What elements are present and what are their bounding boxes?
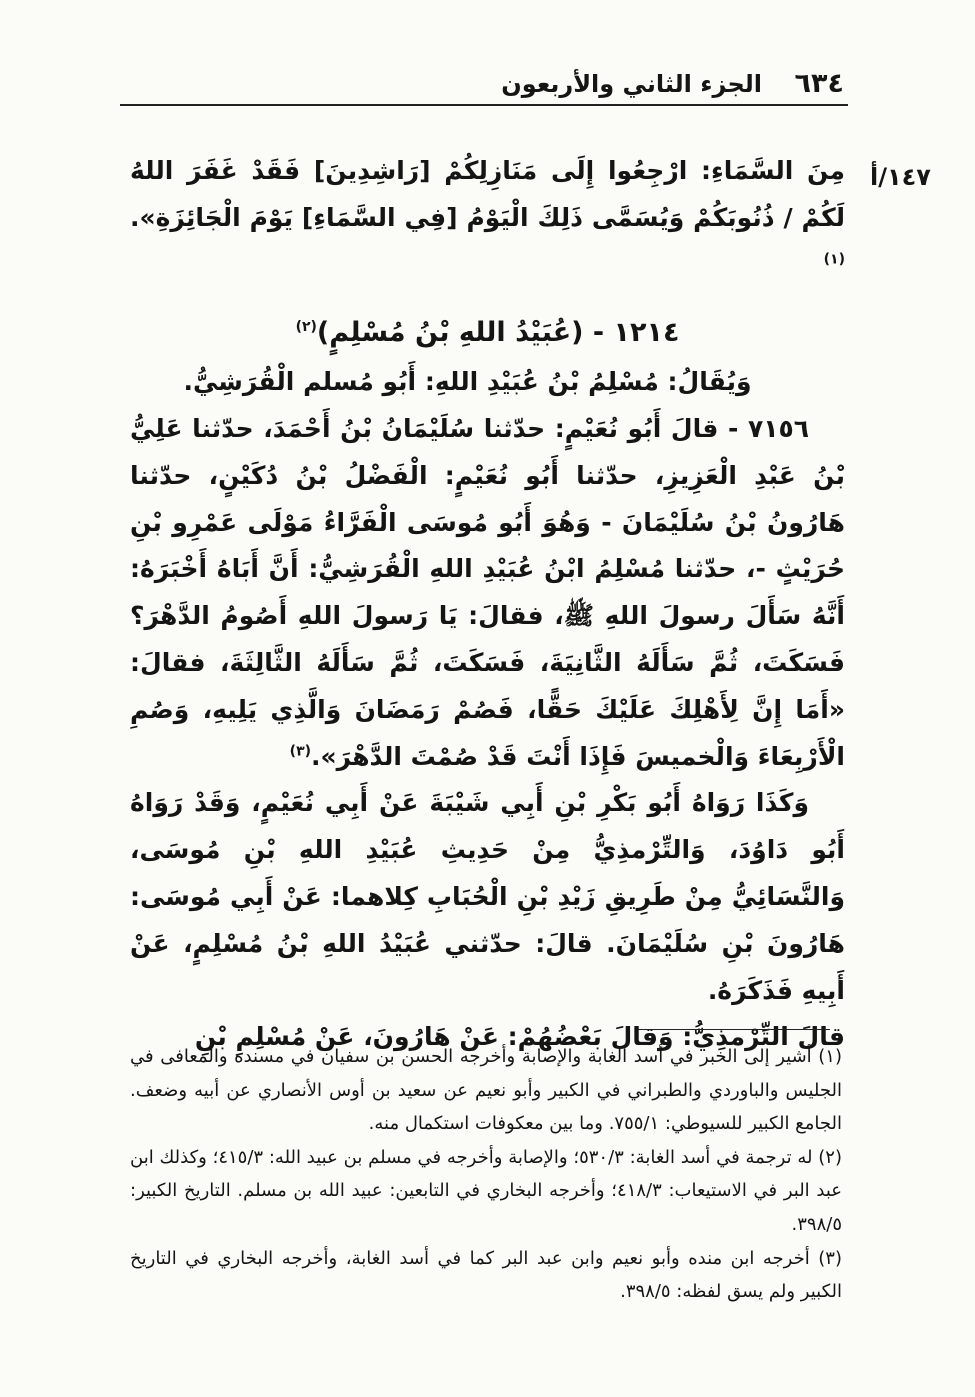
footnote-marker-3: (٣) (289, 743, 312, 760)
footnote-1: (١) أشير إلى الخبر في أسد الغابة والإصابة وأخرجه الحسن بن سفيان في مسنده والمعافى في الجليس والباوردي والطبراني في الكبير وأبو نعيم عن سعيد بن أوس الأنصاري عن أبيه وضعف. الجامع الكبير للسيوطي: ٧٥٥/١. وما بين معكوفات استكمال منه. (130, 1046, 842, 1135)
page-number: ٦٣٤ (794, 68, 844, 99)
footnote-2: (٢) له ترجمة في أسد الغابة: ٥٣٠/٣؛ والإصابة وأخرجه في مسلم بن عبيد الله: ٤١٥/٣؛ وكذلك ابن عبد البر في الاستيعاب: ٤١٨/٣؛ وأخرجه البخاري في التابعين: عبيد الله بن مسلم. التاريخ الكبير: ٣٩٨/٥. (130, 1146, 842, 1235)
footnote-marker-1: (١) (823, 251, 845, 268)
footnote-marker-2: (٢) (295, 319, 317, 336)
paragraph-1-text: مِنَ السَّمَاءِ: ارْجِعُوا إِلَى مَنَازِلِكُمْ [رَاشِدِينَ] فَقَدْ غَفَرَ اللهُ لَكُمْ / ذُنُوبَكُمْ وَيُسَمَّى ذَلِكَ الْيَوْمُ [فِي السَّمَاءِ] يَوْمَ الْجَائِزَةِ». (130, 156, 845, 232)
footnote-3: (٣) أخرجه ابن منده وأبو نعيم وابن عبد البر كما في أسد الغابة، وأخرجه البخاري في التاريخ الكبير ولم يسق لفظه: ٣٩٨/٥. (130, 1247, 842, 1303)
paragraph-4: قالَ التِّرْمذِيُّ: وَقالَ بَعْضُهُمْ: عَنْ هَارُونَ، عَنْ مُسْلِمِ بْنِ (194, 1022, 845, 1052)
hadith-text: ٧١٥٦ - قالَ أَبُو نُعَيْمٍ: حدّثنا سُلَيْمَانُ بْنُ أَحْمَدَ، حدّثنا عَلِيُّ بْنُ عَبْدِ الْعَزِيزِ، حدّثنا أَبُو نُعَيْمٍ: الْفَضْلُ بْنُ دُكَيْنٍ، حدّثنا هَارُونُ بْنُ سُلَيْمَانَ - وَهُوَ أَبُو مُوسَى الْفَرَّاءُ مَوْلَى عَمْرِو بْنِ حُرَيْثٍ -، حدّثنا مُسْلِمُ ابْنُ عُبَيْدِ اللهِ الْقُرَشِيُّ: أَنَّ أَبَاهُ أَخْبَرَهُ: أَنَّهُ سَأَلَ رسولَ اللهِ ﷺ، فقالَ: يَا رَسولَ اللهِ أَصُومُ الدَّهْرَ؟ فَسَكَتَ، ثُمَّ سَأَلَهُ الثَّانِيَةَ، فَسَكَتَ، ثُمَّ سَأَلَهُ الثَّالِثَةَ، فقالَ: «أَمَا إِنَّ لِأَهْلِكَ عَلَيْكَ حَقًّا، فَصُمْ رَمَضَانَ وَالَّذِي يَلِيهِ، وَصُمِ الْأَرْبِعَاءَ وَالْخميسَ فَإِذَا أَنْتَ قَدْ صُمْتَ الدَّهْرَ». (130, 413, 845, 771)
running-title: الجزء الثاني والأربعون (501, 70, 762, 98)
footnote-separator (638, 1029, 830, 1030)
entry-heading-text: ١٢١٤ - (عُبَيْدُ اللهِ بْنُ مُسْلِمٍ) (316, 317, 680, 349)
hadith-paragraph (130, 406, 845, 780)
entry-subtitle: وَيُقَالُ: مُسْلِمُ بْنُ عُبَيْدِ اللهِ: أَبُو مُسلم الْقُرَشِيُّ. (183, 367, 752, 397)
footnotes (130, 1040, 842, 1309)
main-text (130, 148, 845, 1061)
paragraph-3: وَكَذَا رَوَاهُ أَبُو بَكْرِ بْنِ أَبِي شَيْبَةَ عَنْ أَبِي نُعَيْمٍ، وَقَدْ رَوَاهُ أَبُو دَاوُدَ، وَالتِّرْمذِيُّ مِنْ حَدِيثِ عُبَيْدِ اللهِ بْنِ مُوسَى، وَالنَّسَائِيُّ مِنْ طَرِيقِ زَيْدِ بْنِ الْحُبَابِ كِلاهما: عَنْ أَبِي مُوسَى: هَارُونَ بْنِ سُلَيْمَانَ. قالَ: حدّثني عُبَيْدُ اللهِ بْنُ مُسْلِمٍ، عَنْ أَبِيهِ فَذَكَرَهُ. (130, 788, 845, 1005)
page-header (120, 64, 848, 106)
paragraph-1 (130, 148, 845, 288)
entry-heading (130, 310, 845, 357)
margin-folio-reference: ١٤٧/أ (870, 163, 931, 191)
